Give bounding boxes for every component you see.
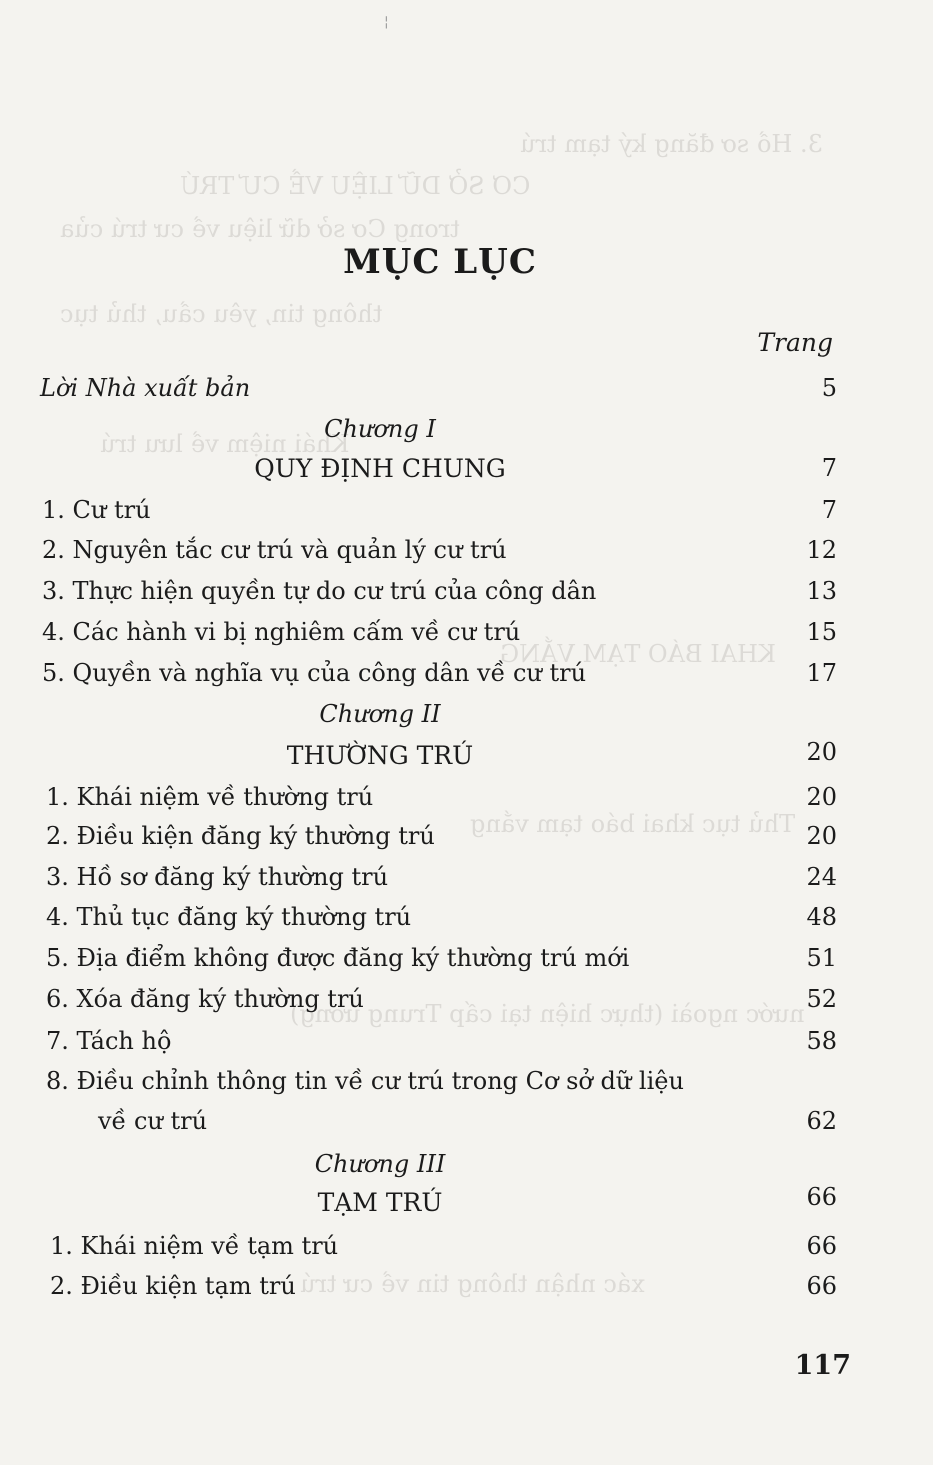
toc-entry [0,783,933,817]
chapter-title: QUY ĐỊNH CHUNG [254,454,506,483]
toc-entry-page: 7 [821,496,837,524]
toc-entry [0,1183,933,1217]
toc-entry [0,659,933,693]
toc-entry-label: 4. Các hành vi bị nghiêm cấm về cư trú [42,618,521,646]
page-number: 117 [794,1350,851,1381]
toc-entry [0,738,933,772]
toc-entry-page: 5 [821,374,837,402]
toc-entry-label: 6. Xóa đăng ký thường trú [46,985,364,1013]
chapter-label: Chương I [324,415,436,443]
toc-entry [0,1232,933,1266]
toc-entry-label: 4. Thủ tục đăng ký thường trú [46,903,412,931]
toc-entry-page: 62 [806,1107,837,1135]
toc-entry-page: 20 [806,783,837,811]
toc-entry-label: 5. Quyền và nghĩa vụ của công dân về cư trú [42,659,587,687]
toc-entry-page: 58 [806,1027,837,1055]
toc-entry-label: 3. Hồ sơ đăng ký thường trú [46,863,389,891]
bleed-through: KHAI BÁO TẠM VẮNG [500,640,776,668]
page-title: MỤC LỤC [343,242,537,282]
toc-entry-page: 15 [806,618,837,646]
toc-entry-label: 7. Tách hộ [46,1027,172,1055]
toc-entry-label: 2. Điều kiện đăng ký thường trú [46,822,435,850]
toc-entry-page: 66 [806,1232,837,1260]
chapter-title: TẠM TRÚ [317,1188,443,1217]
bleed-through: xác nhận thông tin về cư trú [300,1270,645,1298]
toc-entry-page: 20 [806,738,837,766]
toc-entry-page: 52 [806,985,837,1013]
toc-entry [0,1067,933,1101]
toc-entry [0,618,933,652]
chapter-label: Chương II [319,700,441,728]
toc-entry-label: về cư trú [98,1107,208,1135]
toc-entry-page: 12 [806,536,837,564]
toc-entry-label: Lời Nhà xuất bản [40,374,251,402]
toc-entry-page: 66 [806,1272,837,1300]
toc-entry-label: 8. Điều chỉnh thông tin về cư trú trong Cơ sở dữ liệu [46,1067,684,1095]
toc-entry-page: 66 [806,1183,837,1211]
toc-entry-label: 2. Điều kiện tạm trú [50,1272,296,1300]
toc-entry-label: 1. Khái niệm về tạm trú [50,1232,339,1260]
bleed-through: Thủ tục khai báo tạm vắng [470,810,796,838]
toc-entry [0,903,933,937]
toc-entry [0,863,933,897]
toc-entry [0,454,933,488]
toc-entry-label: 2. Nguyên tắc cư trú và quản lý cư trú [42,536,507,564]
binding-mark: ¦ [384,14,389,30]
bleed-through: Khái niệm về lưu trú [100,430,350,458]
toc-entry [0,374,933,408]
toc-entry [0,944,933,978]
page-column-header: Trang [757,328,833,357]
toc-entry-page: 17 [806,659,837,687]
toc-entry [0,577,933,611]
bleed-through: trong Cơ sở dữ liệu về cư trú của [60,215,460,243]
toc-entry-label: 3. Thực hiện quyền tự do cư trú của công dân [42,577,597,605]
toc-entry [0,1272,933,1306]
bleed-through: nước ngoài (thực hiện tại cấp Trung ương) [290,1000,805,1028]
bleed-through: CƠ SỞ DỮ LIỆU VỀ CƯ TRÚ [180,172,531,200]
toc-entry-page: 13 [806,577,837,605]
toc-entry-label: 1. Cư trú [42,496,151,524]
toc-entry [0,536,933,570]
toc-entry-label: 1. Khái niệm về thường trú [46,783,374,811]
chapter-title: THƯỜNG TRÚ [286,741,474,770]
toc-entry [0,822,933,856]
toc-entry [0,496,933,530]
toc-entry-page: 48 [806,903,837,931]
toc-entry [0,1107,933,1141]
chapter-label: Chương III [314,1150,446,1178]
bleed-through: thông tin, yêu cầu, thủ tục [60,300,383,328]
toc-entry [0,1027,933,1061]
toc-entry [0,985,933,1019]
toc-entry-page: 20 [806,822,837,850]
bleed-through: 3. Hồ sơ đăng ký tạm trú [520,130,823,158]
toc-entry-page: 7 [821,454,837,482]
toc-entry-page: 51 [806,944,837,972]
toc-entry-label: 5. Địa điểm không được đăng ký thường trú mới [46,944,630,972]
toc-entry-page: 24 [806,863,837,891]
